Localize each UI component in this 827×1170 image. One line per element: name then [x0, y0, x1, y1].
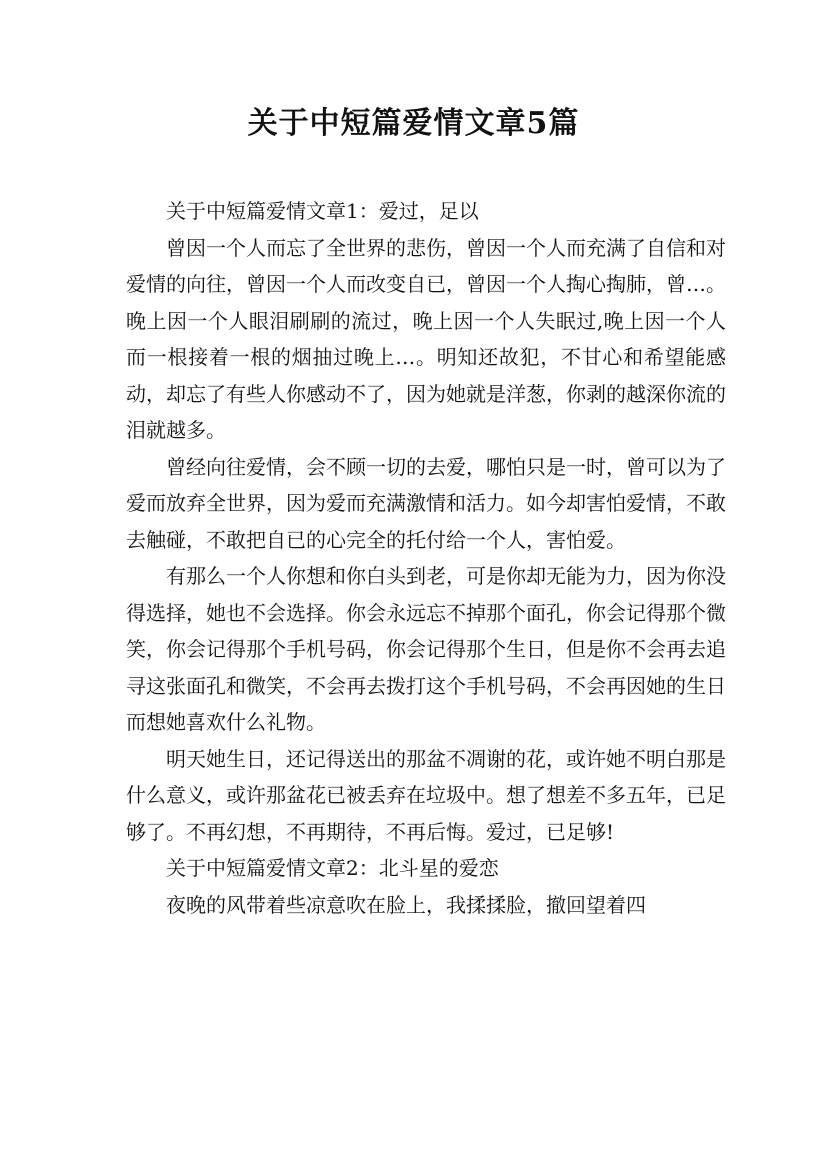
paragraph-2: 曾经向往爱情，会不顾一切的去爱，哪怕只是一时，曾可以为了爱而放弃全世界，因为爱而充满激情和活力。如今却害怕爱情，不敢去触碰，不敢把自已的心完全的托付给一个人，害怕爱。: [126, 454, 726, 552]
paragraph-3: 有那么一个人你想和你白头到老，可是你却无能为力，因为你没得选择，她也不会选择。你会永远忘不掉那个面孔，你会记得那个微笑，你会记得那个手机号码，你会记得那个生日，但是你不会再去追寻这张面孔和微笑，不会再去拨打这个手机号码，不会再因她的生日而想她喜欢什么礼物。: [126, 564, 726, 734]
paragraph-5: 夜晚的风带着些凉意吹在脸上，我揉揉脸，撤回望着四: [166, 892, 646, 917]
paragraph-1: 曾因一个人而忘了全世界的悲伤，曾因一个人而充满了自信和对爱情的向往，曾因一个人而改变自已，曾因一个人掏心掏肺，曾…。晚上因一个人眼泪刷刷的流过，晚上因一个人失眠过,晚上因一个人而一根接着一根的烟抽过晚上…。明知还故犯，不甘心和希望能感动，却忘了有些人你感动不了，因为她就是洋葱，你剥的越深你流的泪就越多。: [126, 235, 726, 442]
document-title: 关于中短篇爱情文章5篇: [247, 106, 580, 141]
document-body: [126, 193, 726, 923]
section-heading-1: 关于中短篇爱情文章1：爱过，足以: [166, 199, 479, 223]
section-heading-2: 关于中短篇爱情文章2：北斗星的爱恋: [166, 856, 499, 880]
paragraph-4: 明天她生日，还记得送出的那盆不凋谢的花，或许她不明白那是什么意义，或许那盆花已被丢弃在垃圾中。想了想差不多五年，已足够了。不再幻想，不再期待，不再后悔。爱过，已足够!: [126, 746, 726, 844]
